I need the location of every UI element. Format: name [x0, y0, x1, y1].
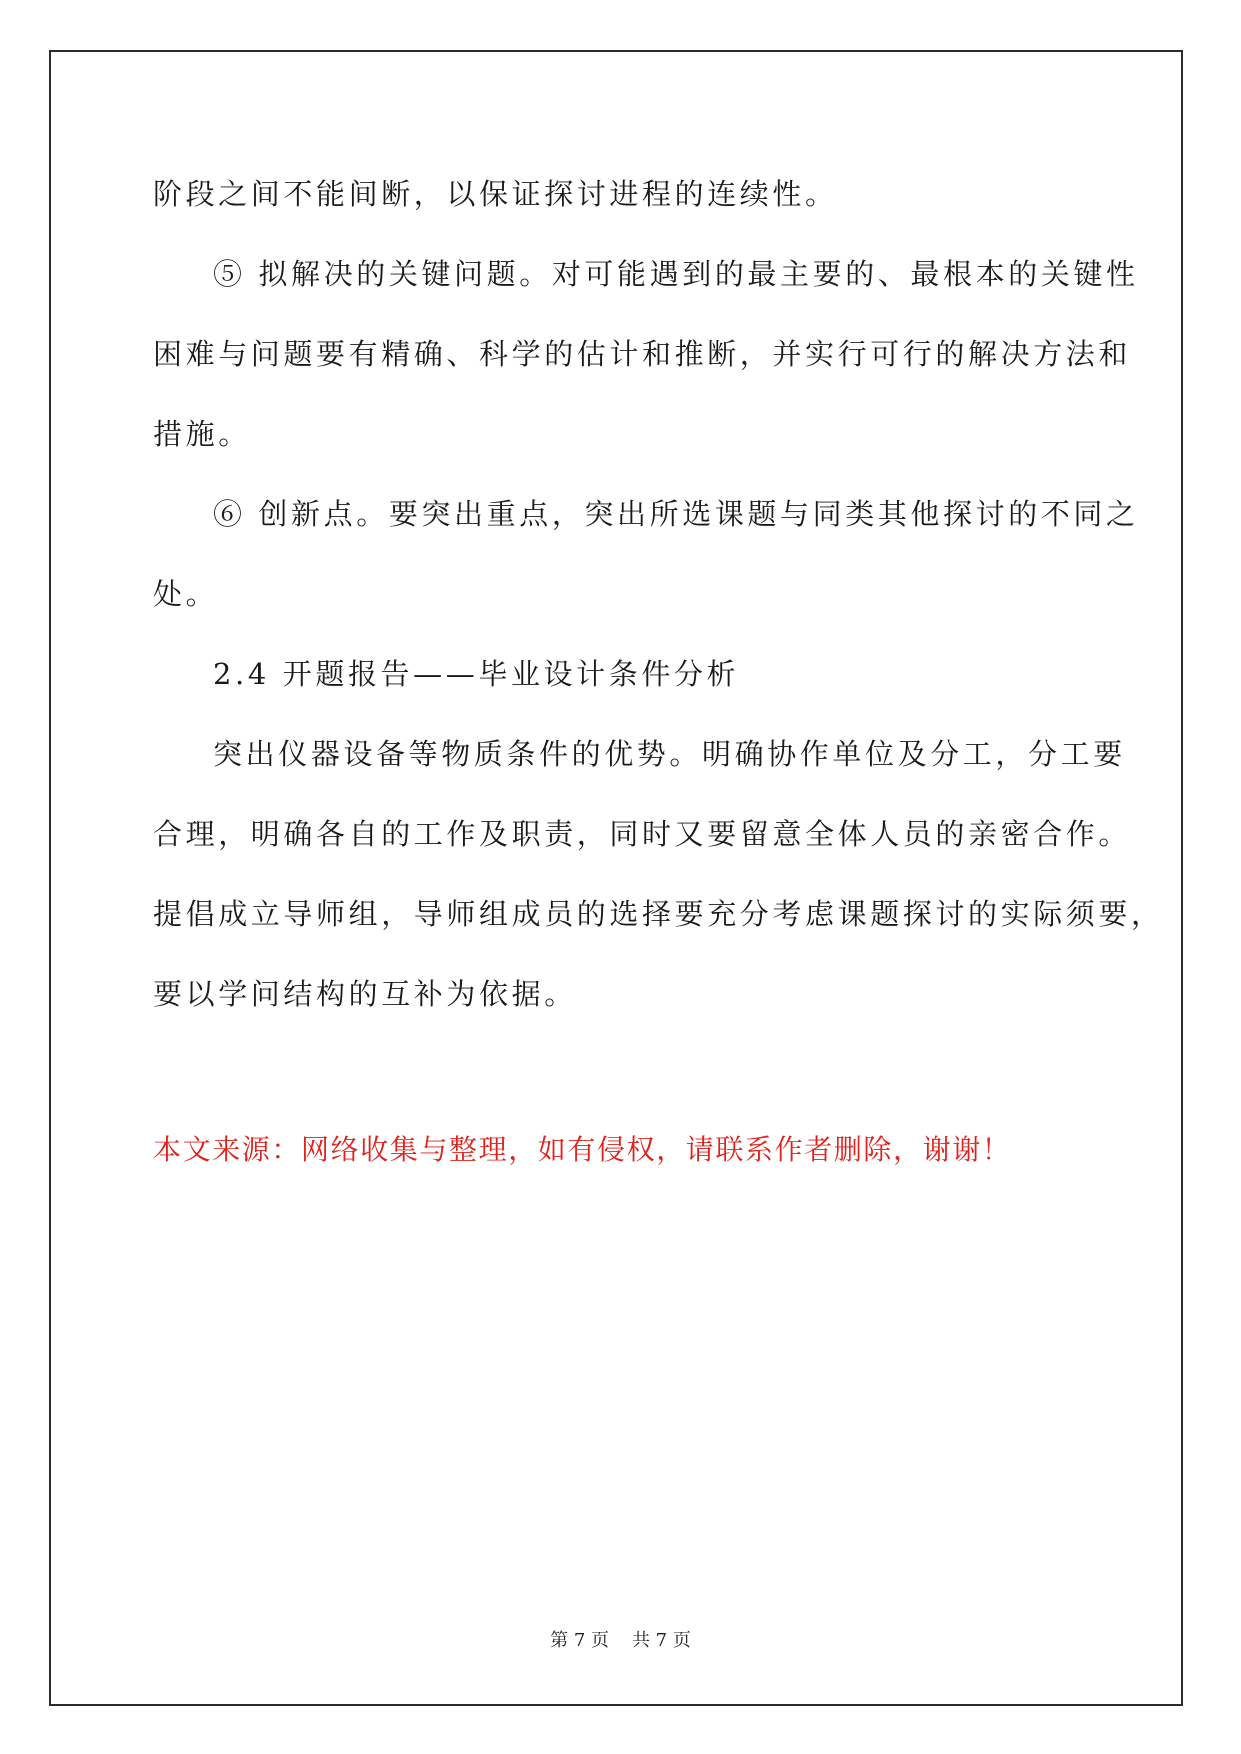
- page-number-footer: 第 7 页 共 7 页: [550, 1630, 691, 1651]
- paragraph-line: 突出仪器设备等物质条件的优势。明确协作单位及分工，分工要: [213, 737, 1126, 771]
- paragraph-line-key-problems: ⑤ 拟解决的关键问题。对可能遇到的最主要的、最根本的关键性: [213, 257, 1139, 291]
- paragraph-line: 提倡成立导师组，导师组成员的选择要充分考虑课题探讨的实际须要，: [153, 897, 1164, 931]
- paragraph-line: 困难与问题要有精确、科学的估计和推断，并实行可行的解决方法和: [153, 337, 1132, 371]
- paragraph-line: 要以学问结构的互补为依据。: [153, 977, 577, 1011]
- paragraph-line: 阶段之间不能间断，以保证探讨进程的连续性。: [153, 177, 838, 211]
- section-heading: 2.4 开题报告——毕业设计条件分析: [213, 657, 740, 691]
- source-note: 本文来源：网络收集与整理，如有侵权，请联系作者删除，谢谢！: [153, 1133, 1012, 1166]
- paragraph-line: 合理，明确各自的工作及职责，同时又要留意全体人员的亲密合作。: [153, 817, 1132, 851]
- page-border: [49, 50, 1183, 1706]
- paragraph-line-innovation: ⑥ 创新点。要突出重点，突出所选课题与同类其他探讨的不同之: [213, 497, 1139, 531]
- paragraph-line: 处。: [153, 577, 219, 611]
- paragraph-line: 措施。: [153, 417, 251, 451]
